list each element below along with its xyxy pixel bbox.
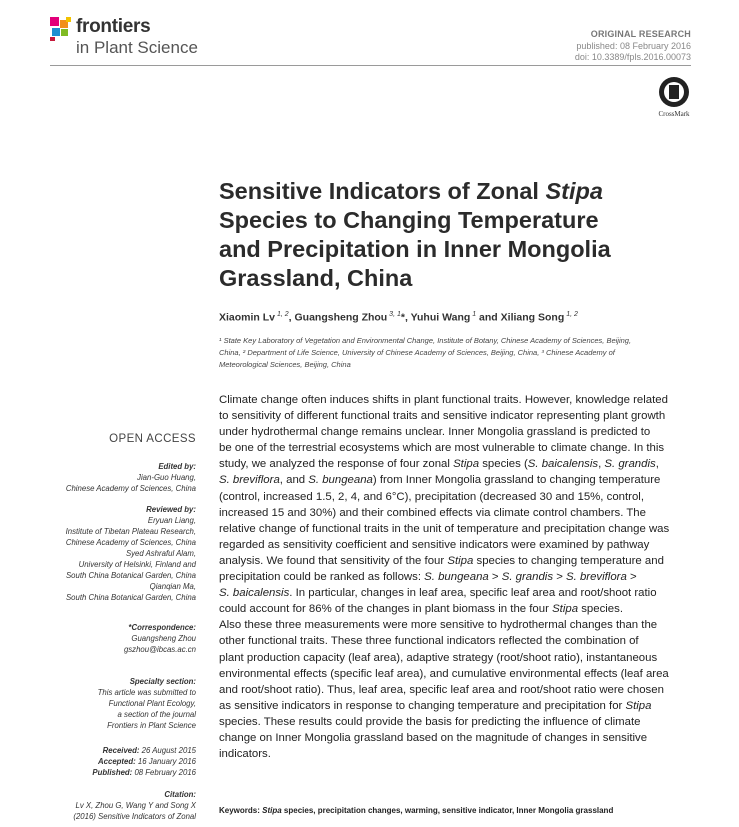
dates-section	[92, 745, 196, 778]
correspondent-email[interactable]: gszhou@ibcas.ac.cn	[123, 645, 196, 654]
crossmark-label: CrossMark	[658, 110, 690, 118]
abstract-line: species. These results could provide the basis for predicting the influence of climate	[219, 715, 641, 728]
logo-square-blue	[52, 28, 60, 36]
abstract-line: to sensitivity of different functional traits and sensitive indicator representing plant growth	[219, 410, 666, 423]
affiliation-line: China, ² Department of Life Science, University of Chinese Academy of Sciences, Beijing, China, ³ Chinese Academy of	[219, 348, 615, 357]
abstract-line: change on Inner Mongolia grassland based on the magnitude of changes in sensitive	[219, 731, 648, 744]
specialty-line: This article was submitted to	[97, 688, 196, 697]
logo-square-magenta	[50, 17, 59, 26]
author-name[interactable]: Xiliang Song	[500, 311, 565, 324]
reviewer-line: University of Helsinki, Finland and	[78, 560, 196, 569]
crossmark-icon	[659, 77, 689, 107]
abstract-line: precipitation could be ranked as follows: S. bungeana > S. grandis > S. breviflora >	[219, 571, 637, 584]
reviewer-line: Institute of Tibetan Plateau Research,	[65, 527, 196, 536]
abstract-line: S. baicalensis. In particular, changes in leaf area, specific leaf area and root/shoot ratio	[219, 587, 657, 600]
reviewed-by-section	[66, 504, 196, 603]
editor-line: Chinese Academy of Sciences, China	[65, 484, 196, 493]
crossmark-badge[interactable]	[655, 77, 693, 118]
abstract-line: could account for 86% of the changes in plant biomass in the four Stipa species.	[219, 603, 623, 616]
reviewer-line: Qianqian Ma,	[149, 582, 196, 591]
affiliation-line: Meteorological Sciences, Beijing, China	[219, 360, 351, 369]
keywords-label: Keywords:	[219, 806, 263, 815]
reviewer-line: Eryuan Liang,	[147, 516, 196, 525]
title-line: Sensitive Indicators of Zonal Stipa	[219, 178, 603, 204]
reviewer-line: Syed Ashraful Alam,	[125, 549, 196, 558]
logo-square-red	[50, 37, 55, 41]
abstract-line: Climate change often induces shifts in plant functional traits. However, knowledge related	[219, 394, 668, 406]
logo-square-green	[61, 29, 68, 36]
title-line: Species to Changing Temperature	[219, 207, 599, 233]
abstract-line: study, we analyzed the response of four zonal Stipa species (S. baicalensis, S. grandis,	[219, 458, 659, 471]
specialty-line: Frontiers in Plant Science	[107, 721, 196, 730]
logo-square-yellow	[66, 17, 71, 22]
specialty-section	[98, 676, 196, 731]
frontiers-logo	[50, 17, 74, 41]
title-line: Grassland, China	[219, 265, 413, 291]
abstract-line: (control, increased 1.5, 2, 4, and 6°C), precipitation (decreased 30 and 15%, control,	[219, 490, 644, 503]
abstract-line: plant production capacity (leaf area), adaptive strategy (root/shoot ratio), instantaneous	[219, 651, 658, 664]
abstract-line: indicators.	[219, 748, 271, 761]
article-title	[219, 177, 699, 293]
header-divider	[50, 65, 691, 66]
keywords	[219, 806, 613, 815]
affiliation-line: ¹ State Key Laboratory of Vegetation and Environmental Change, Institute of Botany, Chinese Academy of Sciences, Beijing,	[219, 336, 632, 345]
citation-section	[73, 789, 196, 822]
abstract-line: be one of the terrestrial ecosystems which are most vulnerable to climate change. In this	[219, 442, 665, 455]
abstract-line: Also these three measurements were more sensitive to hydrothermal changes than the	[219, 619, 658, 632]
abstract-line: S. breviflora, and S. bungeana) from Inner Mongolia grassland to changing temperature	[219, 474, 661, 487]
reviewer-line: South China Botanical Garden, China	[65, 593, 196, 602]
abstract-line: other functional traits. These three functional indicators reflected the combination of	[219, 635, 639, 648]
reviewer-line: Chinese Academy of Sciences, China	[65, 538, 196, 547]
reviewer-line: South China Botanical Garden, China	[65, 571, 196, 580]
correspondent-name: Guangsheng Zhou	[131, 634, 196, 643]
edited-by-section	[66, 461, 196, 494]
author-name[interactable]: Guangsheng Zhou	[294, 311, 388, 324]
reviewed-by-heading: Reviewed by:	[146, 505, 196, 514]
published-date-sidebar: Published: 08 February 2016	[92, 768, 196, 777]
open-access-label: OPEN ACCESS	[109, 433, 196, 445]
abstract-line: under hydrothermal change remains unclear. Inner Mongolia grassland is predicted to	[219, 426, 651, 439]
edited-by-heading: Edited by:	[158, 462, 196, 471]
journal-brand: frontiers	[76, 16, 151, 37]
accepted-date: Accepted: 16 January 2016	[98, 757, 196, 766]
citation-heading: Citation:	[164, 790, 196, 799]
author-list: Xiaomin Lv $^{1, 2}$, Guangsheng Zhou $^{3, 1}$*, Yuhui Wang $^1$ and Xiliang Song $^{1, 2}$	[219, 311, 578, 324]
correspondence-section	[124, 622, 196, 655]
abstract-line: and root/shoot ratio). Thus, leaf area, specific leaf area and root/shoot ratio were chosen	[219, 683, 664, 696]
abstract-line: increased 15 and 30%) and their combined effects via climate control chambers. The	[219, 506, 646, 519]
abstract	[219, 392, 699, 762]
doi-link[interactable]: doi: 10.3389/fpls.2016.00073	[574, 52, 691, 62]
article-type: ORIGINAL RESEARCH	[590, 29, 691, 39]
abstract-line: relative change of functional traits in the unit of temperature and precipitation change was	[219, 522, 670, 535]
affiliations	[219, 335, 699, 371]
correspondence-heading: *Correspondence:	[128, 623, 196, 632]
abstract-line: as sensitive indicators in response to changing temperature and precipitation for Stipa	[219, 699, 652, 712]
keywords-list: Stipa species, precipitation changes, warming, sensitive indicator, Inner Mongolia grassland	[262, 806, 614, 815]
published-date: published: 08 February 2016	[576, 41, 691, 51]
author-name[interactable]: Xiaomin Lv	[219, 311, 276, 324]
editor-line: Jian-Guo Huang,	[137, 473, 196, 482]
title-line: and Precipitation in Inner Mongolia	[219, 236, 611, 262]
citation-line: (2016) Sensitive Indicators of Zonal	[73, 812, 196, 821]
specialty-line: Functional Plant Ecology,	[108, 699, 196, 708]
abstract-line: analysis. We found that sensitivity of the four Stipa species to changing temperature and	[219, 554, 664, 567]
specialty-heading: Specialty section:	[129, 677, 196, 686]
received-date: Received: 26 August 2015	[102, 746, 196, 755]
citation-line: Lv X, Zhou G, Wang Y and Song X	[75, 801, 196, 810]
specialty-line: a section of the journal	[117, 710, 196, 719]
abstract-line: regarded as sensitivity coefficient and sensitive indicators were examined by pathway	[219, 538, 650, 551]
author-name[interactable]: Yuhui Wang	[410, 311, 471, 324]
abstract-line: environmental effects (specific leaf area), and cumulative environmental effects (leaf area	[219, 667, 669, 680]
journal-name: in Plant Science	[76, 38, 198, 57]
